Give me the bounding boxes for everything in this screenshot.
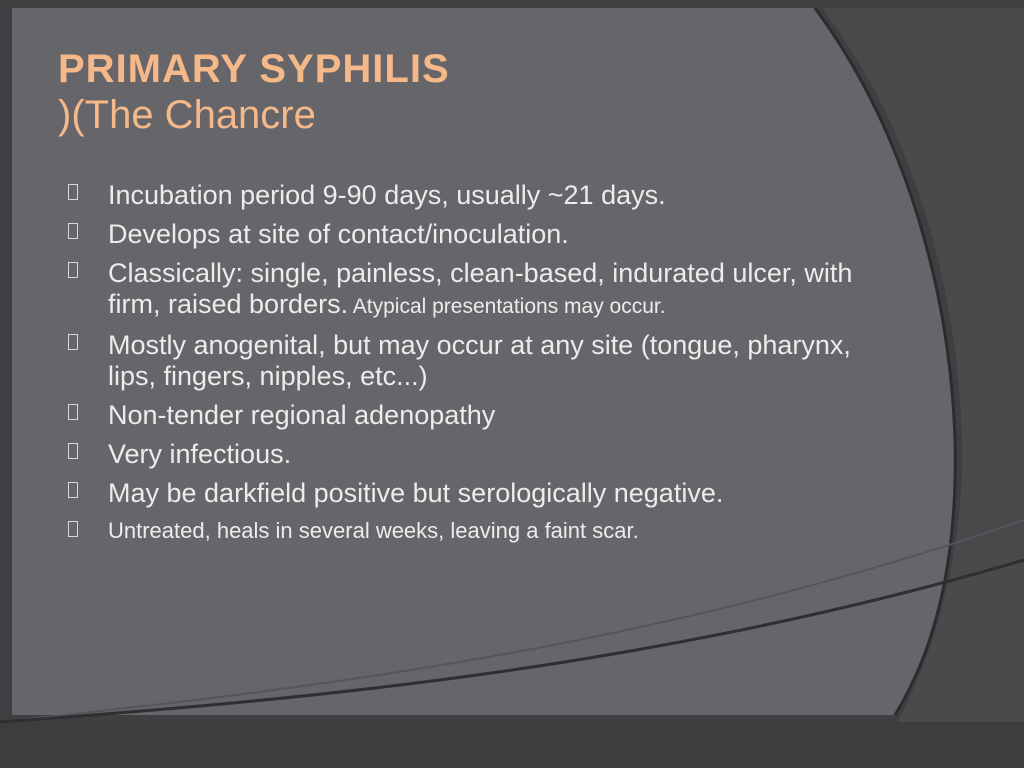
title-block xyxy=(58,46,818,138)
bullet-text: Untreated, heals in several weeks, leaving a faint scar. xyxy=(108,518,639,543)
bullet-text: Develops at site of contact/inoculation. xyxy=(108,219,569,249)
bullet-text: Incubation period 9-90 days, usually ~21 days. xyxy=(108,180,666,210)
bullet-text: May be darkfield positive but serologically negative. xyxy=(108,478,724,508)
bullet-item xyxy=(68,180,868,211)
slide-subtitle: )(The Chancre xyxy=(58,93,316,137)
bullet-marker-icon xyxy=(68,482,78,498)
bullet-item xyxy=(68,439,868,470)
bullet-text: Classically: single, painless, clean-based, indurated ulcer, with firm, raised borders. xyxy=(108,258,853,319)
bullet-marker-icon xyxy=(68,404,78,420)
bullet-item xyxy=(68,258,868,322)
bullet-marker-icon xyxy=(68,521,78,537)
bullet-marker-icon xyxy=(68,223,78,239)
bullet-marker-icon xyxy=(68,334,78,350)
bullet-text: Mostly anogenital, but may occur at any site (tongue, pharynx, lips, fingers, nipples, etc...) xyxy=(108,330,851,391)
bullet-marker-icon xyxy=(68,262,78,278)
bottom-band xyxy=(0,722,1024,768)
bullet-item xyxy=(68,400,868,431)
slide-title: PRIMARY SYPHILIS xyxy=(58,47,450,91)
bullet-item xyxy=(68,517,868,545)
bullet-small-text: Atypical presentations may occur. xyxy=(348,295,666,318)
bullet-list xyxy=(68,180,868,553)
bullet-item xyxy=(68,330,868,392)
bullet-item xyxy=(68,478,868,509)
bullet-item xyxy=(68,219,868,250)
bullet-marker-icon xyxy=(68,443,78,459)
bullet-text: Very infectious. xyxy=(108,439,292,469)
bullet-marker-icon xyxy=(68,184,78,200)
bullet-text: Non-tender regional adenopathy xyxy=(108,400,496,430)
